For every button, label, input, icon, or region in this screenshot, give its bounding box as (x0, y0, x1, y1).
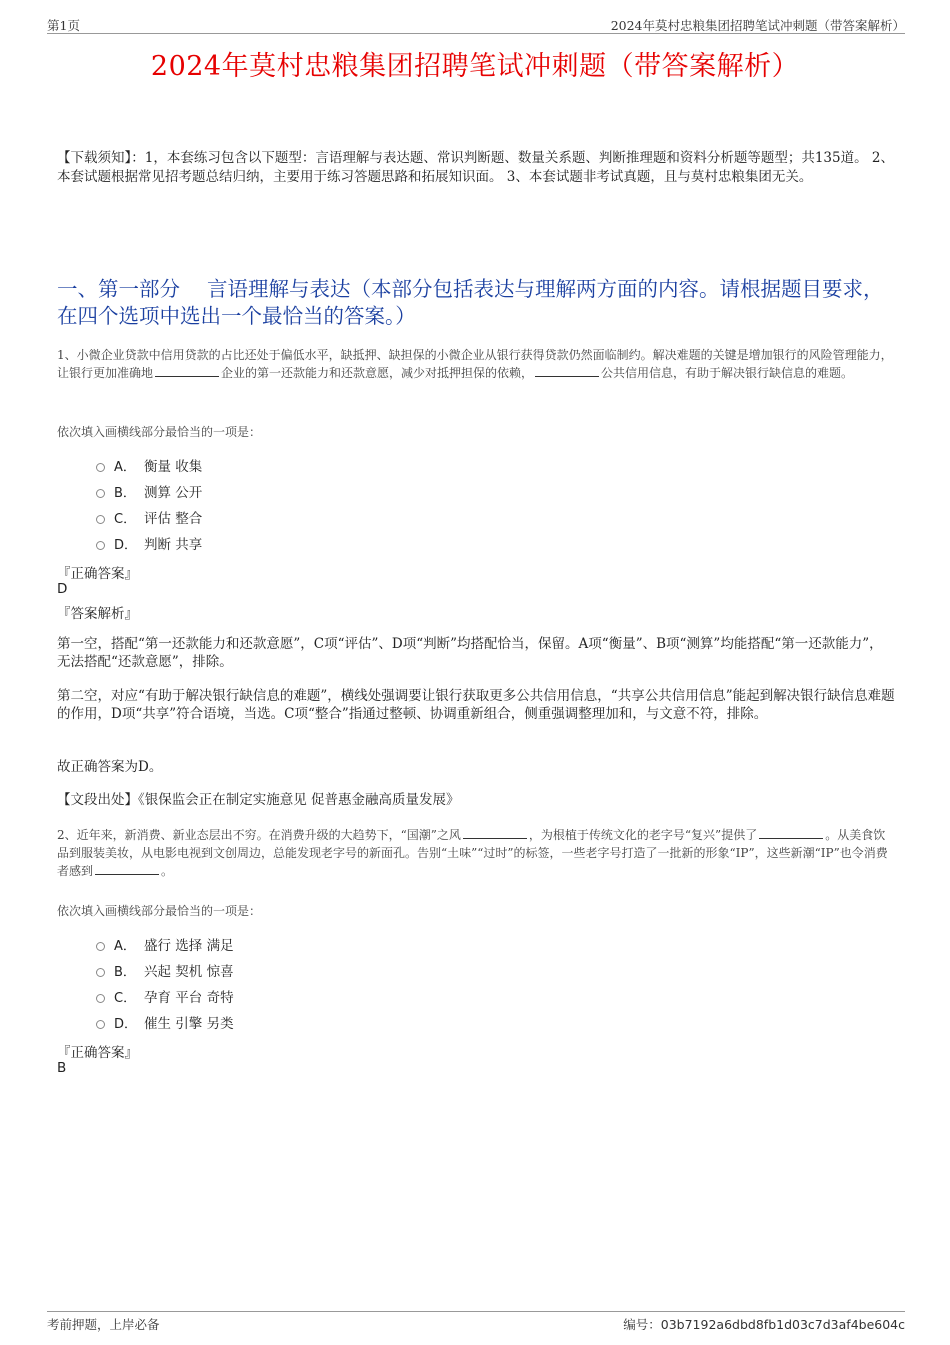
option-b[interactable]: B． 兴起 契机 惊喜 (96, 957, 234, 983)
radio-icon[interactable] (96, 515, 105, 524)
radio-icon[interactable] (96, 942, 105, 951)
correct-answer-label: 『正确答案』 (57, 566, 138, 582)
page-footer (47, 1311, 905, 1331)
option-d[interactable]: D． 催生 引擎 另类 (96, 1009, 234, 1035)
option-c[interactable]: C． 评估 整合 (96, 504, 202, 530)
option-a[interactable]: A． 盛行 选择 满足 (96, 931, 234, 957)
document-code (623, 1315, 905, 1333)
document-title: 2024年莫村忠粮集团招聘笔试冲刺题（带答案解析） (150, 51, 800, 82)
footer-slogan: 考前押题，上岸必备 (47, 1317, 160, 1332)
radio-icon[interactable] (96, 463, 105, 472)
question-1-text-part2: 企业的第一还款能力和还款意愿，减少对抵押担保的依赖， (221, 366, 534, 380)
question-2-text-part2: ，为根植于传统文化的老字号“复兴”提供了 (528, 828, 758, 842)
analysis-conclusion: 故正确答案为D。 (57, 759, 163, 775)
page-number-label: 第1页 (47, 18, 80, 33)
header-doc-title: 2024年莫村忠粮集团招聘笔试冲刺题（带答案解析） (610, 18, 905, 33)
radio-icon[interactable] (96, 994, 105, 1003)
fill-blank (95, 863, 159, 875)
question-2-prompt: 依次填入画横线部分最恰当的一项是： (57, 904, 262, 918)
option-b[interactable]: B． 测算 公开 (96, 478, 202, 504)
section-heading: 一、第一部分 言语理解与表达（本部分包括表达与理解两方面的内容。请根据题目要求，在四个选项中选出一个最恰当的答案。） (57, 277, 884, 328)
question-2-text-part4: 。 (161, 864, 174, 878)
option-c[interactable]: C． 孕育 平台 奇特 (96, 983, 234, 1009)
code-value: 03b7192a6dbd8fb1d03c7d3af4be604c (660, 1317, 905, 1332)
radio-icon[interactable] (96, 968, 105, 977)
correct-answer-label: 『正确答案』 (57, 1045, 138, 1061)
radio-icon[interactable] (96, 541, 105, 550)
fill-blank (535, 365, 599, 377)
question-1-options (96, 452, 202, 556)
question-1-text-part3: 公共信用信息，有助于解决银行缺信息的难题。 (601, 366, 854, 380)
analysis-paragraph-2: 第二空，对应“有助于解决银行缺信息的难题”，横线处强调要让银行获取更多公共信用信息，“共享公共信用信息”能起到解决银行缺信息难题的作用，D项“共享”符合语境，当选。C项“整合”指通过整顿、协调重新组合，侧重强调整理加和，与文意不符，排除。 (57, 688, 895, 722)
question-1-stem (57, 346, 895, 382)
question-2-stem (57, 826, 895, 880)
fill-blank (759, 827, 823, 839)
fill-blank (463, 827, 527, 839)
radio-icon[interactable] (96, 1020, 105, 1029)
question-2-options (96, 931, 234, 1035)
download-notice: 【下载须知】：1，本套练习包含以下题型：言语理解与表达题、常识判断题、数量关系题、判断推理题和资料分析题等题型；共135道。 2、本套试题根据常见招考题总结归纳，主要用于练习答题思路和拓展知识面。 3、本套试题非考试真题，且与莫村忠粮集团无关。 (57, 150, 894, 185)
question-2-text-part3: 。从美食饮品到服装美妆，从电影电视到文创周边，总能发现老字号的新面孔。告别“土味”“过时”的标签，一些老字号打造了一批新的形象“IP”，这些新潮“IP”也令消费者感到 (57, 828, 888, 878)
radio-icon[interactable] (96, 489, 105, 498)
analysis-label: 『答案解析』 (57, 606, 138, 622)
option-a[interactable]: A． 衡量 收集 (96, 452, 202, 478)
fill-blank (155, 365, 219, 377)
question-2-text-part1: 2、近年来，新消费、新业态层出不穷。在消费升级的大趋势下，“国潮”之风 (57, 828, 461, 842)
correct-answer: D (57, 581, 68, 597)
correct-answer: B (57, 1060, 67, 1076)
question-1-text-part1: 1、小微企业贷款中信用贷款的占比还处于偏低水平，缺抵押、缺担保的小微企业从银行获得贷款仍然面临制约。解决难题的关键是增加银行的风险管理能力，让银行更加准确地 (57, 348, 893, 380)
question-1-prompt: 依次填入画横线部分最恰当的一项是： (57, 425, 262, 439)
analysis-paragraph-1: 第一空，搭配“第一还款能力和还款意愿”，C项“评估”、D项“判断”均搭配恰当，保留。A项“衡量”、B项“测算”均能搭配“第一还款能力”，无法搭配“还款意愿”，排除。 (57, 636, 883, 670)
option-d[interactable]: D． 判断 共享 (96, 530, 202, 556)
page-header (47, 14, 905, 34)
text-source: 【文段出处】《银保监会正在制定实施意见 促普惠金融高质量发展》 (57, 792, 460, 808)
code-label: 编号： (623, 1317, 661, 1332)
